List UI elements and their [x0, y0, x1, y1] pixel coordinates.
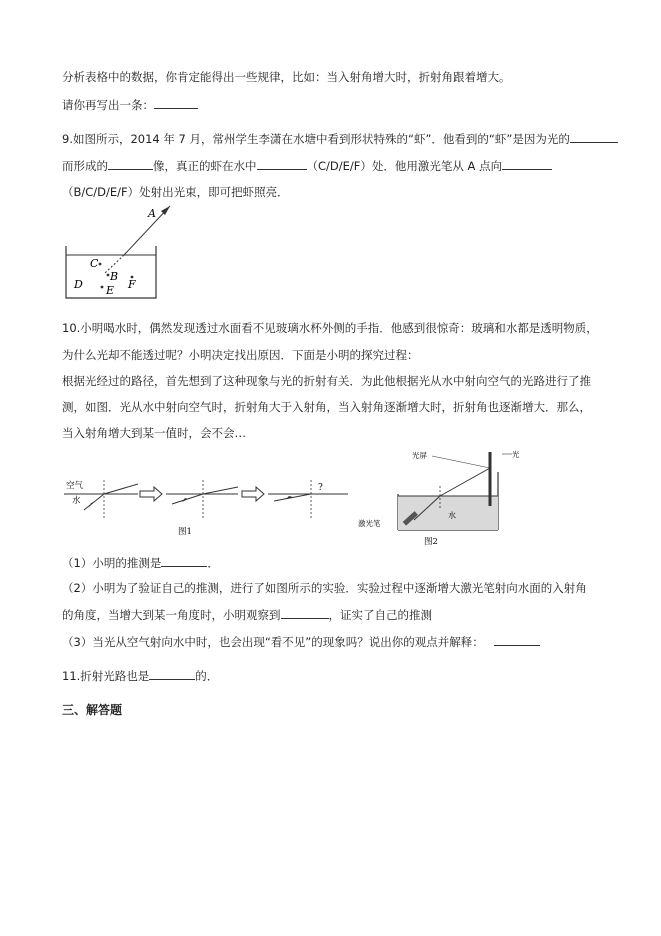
arrow-right-icon [140, 487, 162, 501]
screen-label: 光屏 [412, 451, 427, 460]
sub-question-2-line-2 [62, 606, 432, 623]
figure-1-refraction-sequence [60, 470, 360, 540]
answer-blank-reversible[interactable] [149, 667, 195, 680]
answer-blank-shrimp-position[interactable] [257, 157, 307, 170]
q10-line-5 [62, 425, 246, 441]
point-label-c: C [90, 257, 99, 270]
text-l1: 分析表格中的数据，你肯定能得出一些规律，比如：当入射角增大时，折射角跟着增大。 [62, 70, 511, 84]
q10-line-3 [62, 373, 591, 389]
answer-blank-rule[interactable] [154, 96, 198, 109]
air-label: 空气 [66, 481, 84, 491]
text-q9a: 9.如图所示，2014 年 7 月，常州学生李潇在水塘中看到形状特殊的“虾”．他看到的“虾”是因为光的 [62, 132, 570, 146]
text-q10a: 10.小明喝水时，偶然发现透过水面看不见玻璃水杯外侧的手指．他感到很惊奇：玻璃和水都是透明物质， [62, 321, 598, 335]
text-q10c: 根据光经过的路径，首先想到了这种现象与光的折射有关．为此他根据光从水中射向空气的光路进行了推 [62, 374, 591, 388]
text-l2: 请你再写出一条： [62, 98, 154, 112]
point-label-e: E [106, 284, 115, 297]
answer-blank-observation[interactable] [281, 606, 329, 619]
text-line-write-one [62, 96, 198, 113]
sub-question-2-line-1 [62, 580, 587, 596]
q11-line [62, 667, 218, 684]
point-label-a: A [148, 207, 156, 220]
text-line-table-analysis [62, 69, 511, 85]
sub-question-1 [62, 554, 219, 571]
text-s2b1: 的角度，当增大到某一角度时，小明观察到 [62, 608, 281, 622]
figure-2-laser-experiment [352, 446, 532, 548]
text-s1b: ． [207, 556, 219, 570]
light-label: 光 [512, 450, 520, 459]
laser-pointer-label: 激光笔 [358, 519, 381, 528]
text-q9b2: 像，真正的虾在水中 [153, 159, 257, 173]
text-q10d: 测，如图．光从水中射向空气时，折射角大于入射角，当入射角逐渐增大时，折射角也逐渐增大．那么， [62, 400, 591, 414]
point-label-f: F [128, 278, 136, 291]
text-s1a: （1）小明的推测是 [62, 556, 162, 570]
text-q9b1: 而形成的 [62, 159, 108, 173]
section-heading [62, 702, 122, 718]
text-s2b2: ，证实了自己的推测 [328, 608, 432, 622]
answer-blank-guess[interactable] [161, 554, 207, 567]
q9-line-2 [62, 157, 552, 174]
text-section3: 三、解答题 [62, 703, 123, 717]
text-s2a: （2）小明为了验证自己的推测，进行了如图所示的实验．实验过程中逐渐增大激光笔射向水面的入射角 [62, 581, 587, 595]
text-q11a: 11.折射光路也是 [62, 669, 150, 683]
answer-blank-light-phenomenon[interactable] [570, 130, 618, 143]
q10-line-2 [62, 347, 419, 363]
question-mark: ? [318, 483, 323, 493]
text-q9c: （B/C/D/E/F）处射出光束，即可把虾照亮． [62, 185, 289, 199]
answer-blank-explanation[interactable] [494, 633, 540, 646]
answer-blank-laser-target[interactable] [502, 157, 552, 170]
q10-line-4 [62, 399, 591, 415]
q9-line-1 [62, 130, 618, 147]
text-q11b: 的． [195, 669, 219, 683]
sub-question-3 [62, 633, 540, 650]
water-label: 水 [448, 511, 456, 520]
q10-line-1 [62, 320, 598, 336]
arrow-right-icon [242, 487, 264, 501]
answer-blank-image-type[interactable] [108, 157, 153, 170]
water-label: 水 [72, 496, 81, 506]
text-q10e: 当入射角增大到某一值时，会不会… [62, 426, 246, 440]
figure-q9-pond [60, 202, 180, 302]
figure-1-caption: 图1 [178, 527, 192, 537]
text-q9b3: （C/D/E/F）处．他用激光笔从 A 点向 [306, 159, 503, 173]
figure-2-caption: 图2 [424, 537, 438, 547]
text-q10b: 为什么光却不能透过呢？小明决定找出原因．下面是小明的探究过程： [62, 348, 419, 362]
point-label-d: D [74, 278, 83, 291]
point-label-b: B [110, 270, 119, 283]
q9-line-3 [62, 184, 289, 200]
text-s3a: （3）当光从空气射向水中时，也会出现“看不见”的现象吗？说出你的观点并解释： [62, 635, 484, 649]
